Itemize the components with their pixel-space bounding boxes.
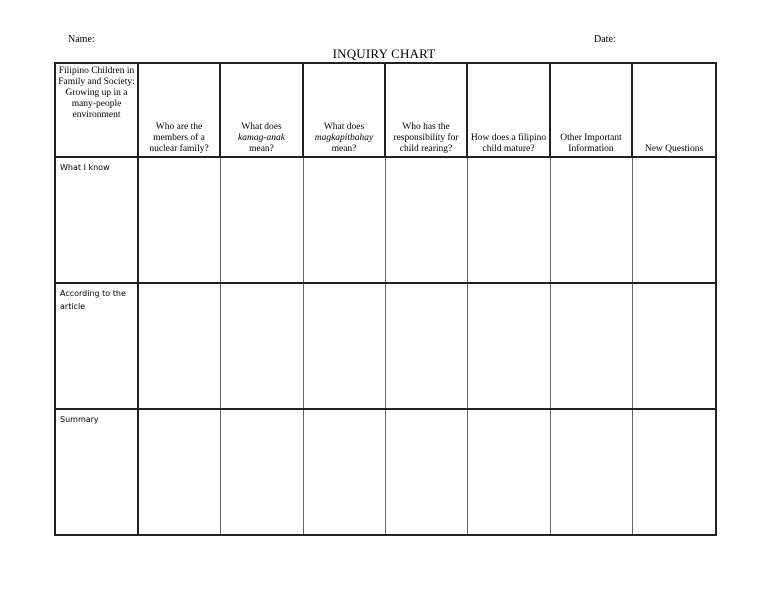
table-row — [55, 283, 716, 409]
row-label-what-i-know: What I know — [55, 157, 138, 283]
table-cell[interactable] — [550, 283, 632, 409]
table-cell[interactable] — [220, 157, 303, 283]
question-header-kamag-anak — [220, 63, 303, 157]
table-cell[interactable] — [138, 283, 220, 409]
new-questions-header: New Questions — [632, 63, 716, 157]
table-row — [55, 409, 716, 535]
table-cell[interactable] — [550, 157, 632, 283]
page-title: INQUIRY CHART — [332, 46, 436, 61]
table-cell[interactable] — [632, 157, 716, 283]
table-cell[interactable] — [467, 157, 550, 283]
table-row — [55, 157, 716, 283]
table-cell[interactable] — [138, 157, 220, 283]
question-header-child-mature: How does a filipino child mature? — [467, 63, 550, 157]
table-cell[interactable] — [138, 409, 220, 535]
question-prefix: What does — [241, 122, 282, 132]
question-suffix: mean? — [331, 144, 357, 154]
question-term: kamag-anak — [238, 133, 285, 143]
table-cell[interactable] — [385, 283, 467, 409]
question-suffix: mean? — [249, 144, 274, 154]
table-cell[interactable] — [632, 283, 716, 409]
table-cell[interactable] — [220, 283, 303, 409]
date-label: Date: — [594, 34, 616, 45]
question-header-nuclear-family: Who are the members of a nuclear family? — [138, 63, 220, 157]
question-header-child-rearing: Who has the responsibility for child rearing? — [385, 63, 467, 157]
name-label: Name: — [68, 34, 95, 45]
table-cell[interactable] — [385, 409, 467, 535]
table-cell[interactable] — [467, 409, 550, 535]
row-label-summary: Summary — [55, 409, 138, 535]
topic-header: Filipino Children in Family and Society: Growing up in a many-people environment — [55, 63, 138, 157]
table-cell[interactable] — [220, 409, 303, 535]
table-cell[interactable] — [550, 409, 632, 535]
question-prefix: What does — [323, 122, 365, 132]
table-cell[interactable] — [632, 409, 716, 535]
header-row — [55, 63, 716, 157]
table-cell[interactable] — [303, 409, 385, 535]
question-term: magkapitbahay — [314, 133, 374, 143]
table-cell[interactable] — [303, 157, 385, 283]
question-header-magkapitbahay — [303, 63, 385, 157]
table-cell[interactable] — [303, 283, 385, 409]
table-cell[interactable] — [385, 157, 467, 283]
other-information-header: Other Important Information — [550, 63, 632, 157]
row-label-according-to-article: According to the article — [55, 283, 138, 409]
inquiry-chart-table — [54, 62, 717, 536]
table-cell[interactable] — [467, 283, 550, 409]
